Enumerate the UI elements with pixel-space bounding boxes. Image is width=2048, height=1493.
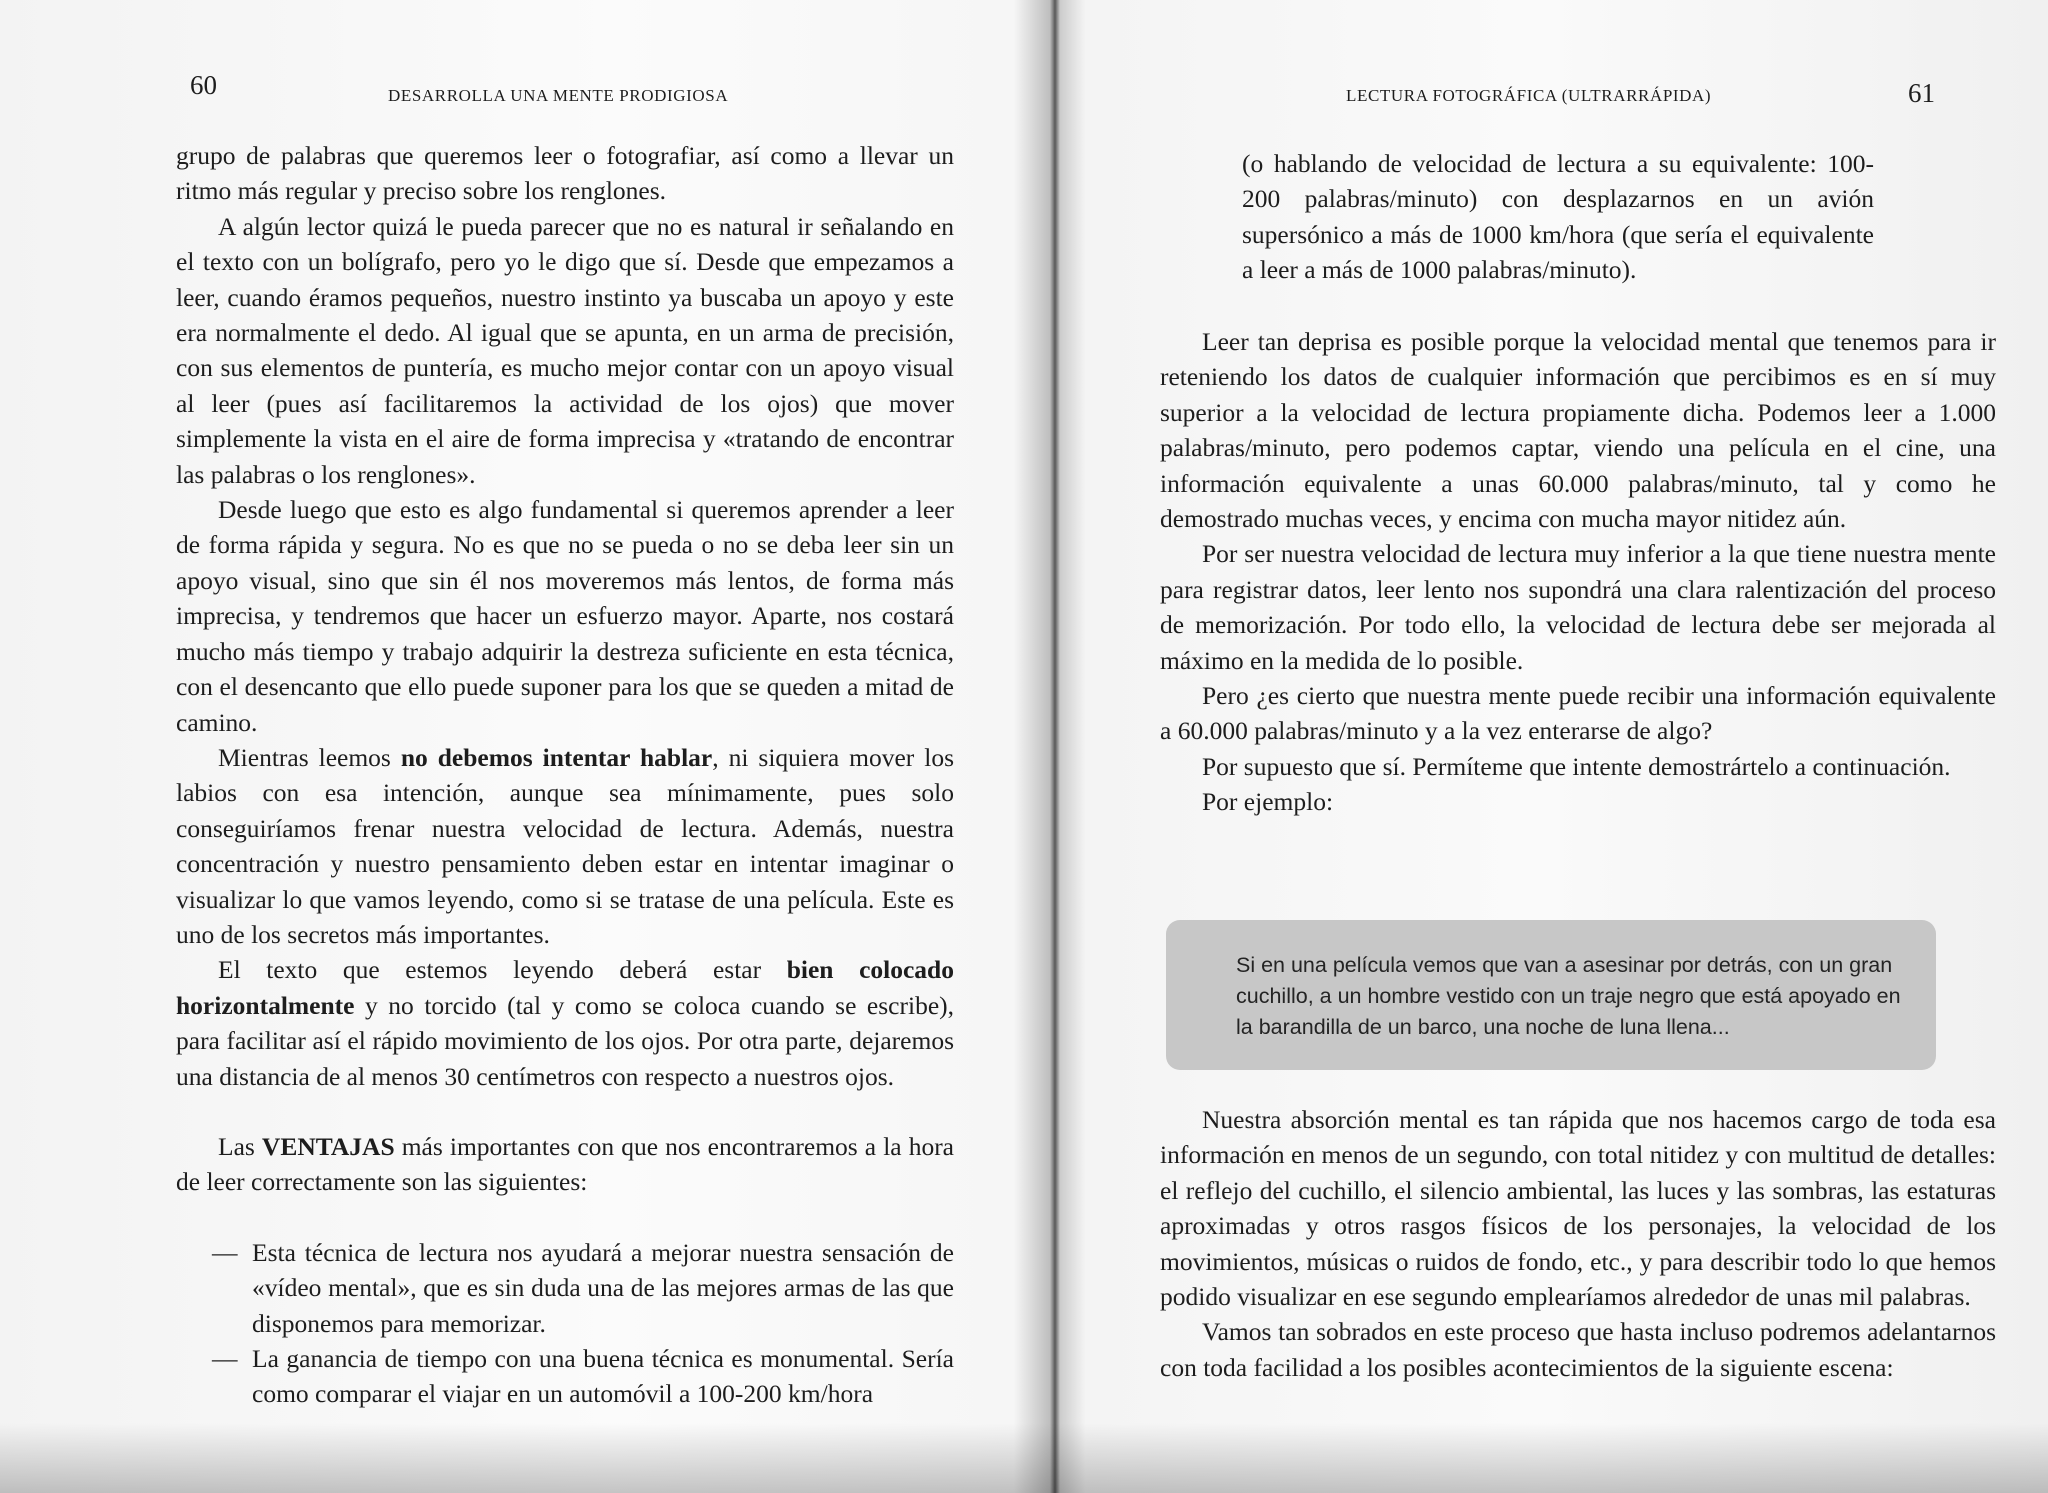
paragraph (176, 740, 954, 952)
quote-continuation: (o hablando de velocidad de lectura a su equivalente: 100-200 palabras/minuto) con desplazarnos en un avión supersónico a más de 1000 km/hora (que sería el equivalente a leer a más de 1000 palabras/minuto). (1242, 149, 1874, 285)
text-run: , ni siquiera mover los labios con esa intención, aunque sea mínimamente, pues solo conseguiríamos frenar nuestra velocidad de lectura. Además, nuestra concentración y nuestro pensamiento deben estar en intentar imaginar o visualizar lo que vamos leyendo, como si se tratase de una película. Este es uno de los secretos más importantes. (176, 742, 954, 949)
list-item (176, 1341, 954, 1412)
page-bottom-shadow (0, 1423, 2048, 1493)
right-body-text (1160, 324, 1996, 820)
bold-emphasis: no debemos intentar hablar (400, 742, 713, 772)
page-number: 60 (190, 70, 217, 100)
paragraph: Leer tan deprisa es posible porque la velocidad mental que tenemos para ir reteniendo los datos de cualquier información que percibimos es en sí muy superior a la velocidad de lectura propiamente dicha. Podemos leer a 1.000 palabras/minuto, pero podemos captar, viendo una película en el cine, una información equivalente a unas 60.000 palabras/minuto, tal y como he demostrado muchas veces, y encima con mucha mayor nitidez aún. (1160, 327, 1996, 534)
paragraph: Por ejemplo: (1202, 787, 1334, 817)
list-item-text: Esta técnica de lectura nos ayudará a mejorar nuestra sensación de «vídeo mental», que es sin duda una de las mejores armas de las que disponemos para memorizar. (252, 1237, 954, 1338)
dash-marker: — (212, 1344, 238, 1373)
book-gutter (1050, 0, 1060, 1493)
paragraph: Por ser nuestra velocidad de lectura muy inferior a la que tiene nuestra mente para registrar datos, leer lento nos supondrá una clara ralentización del proceso de memorización. Por todo ello, la velocidad de lectura debe ser mejorada al máximo en la medida de lo posible. (1160, 539, 1996, 675)
right-body-text-continued (1160, 1102, 1996, 1385)
text-run: Mientras leemos (218, 742, 401, 772)
paragraph: Por supuesto que sí. Permíteme que intente demostrártelo a continuación. (1202, 751, 1951, 781)
paragraph (176, 952, 954, 1094)
running-head: DESARROLLA UNA MENTE PRODIGIOSA (388, 86, 729, 105)
text-run: Las (218, 1131, 262, 1161)
bold-emphasis: VENTAJAS (261, 1131, 395, 1161)
spacer (176, 1200, 954, 1235)
paragraph: Desde luego que esto es algo fundamental si queremos aprender a leer de forma rápida y segura. No es que no se pueda o no se deba leer sin un apoyo visual, sino que sin él nos moveremos más lentos, de forma más imprecisa, y tendremos que hacer un esfuerzo mayor. Aparte, nos costará mucho más tiempo y trabajo adquirir la destreza suficiente en esta técnica, con el desencanto que ello puede suponer para los que se queden a mitad de camino. (176, 495, 954, 737)
left-body-text (176, 138, 954, 1412)
running-head: LECTURA FOTOGRÁFICA (ULTRARRÁPIDA) (1346, 86, 1712, 105)
advantages-list (176, 1235, 954, 1412)
paragraph: Nuestra absorción mental es tan rápida que nos hacemos cargo de toda esa información en menos de un segundo, con total nitidez y con multitud de detalles: el reflejo del cuchillo, el silencio ambiental, las luces y las sombras, las estaturas aproximadas y otros rasgos físicos de los personajes, la velocidad de los movimientos, músicas o ruidos de fondo, etc., y para describir todo lo que hemos podido visualizar en ese segundo emplearíamos alrededor de unas mil palabras. (1160, 1105, 1996, 1312)
paragraph: grupo de palabras que queremos leer o fotografiar, así como a llevar un ritmo más regular y preciso sobre los renglones. (176, 141, 954, 206)
paragraph (176, 1129, 954, 1200)
paragraph: Pero ¿es cierto que nuestra mente puede recibir una información equivalente a 60.000 palabras/minuto y a la vez enterarse de algo? (1160, 681, 1996, 746)
text-run: más importantes con que nos encontraremos a la hora de leer correctamente son las siguientes: (176, 1131, 954, 1197)
text-run: y no torcido (tal y como se coloca cuando se escribe), para facilitar así el rápido movimiento de los ojos. Por otra parte, dejaremos una distancia de al menos 30 centímetros con respecto a nuestros ojos. (176, 990, 954, 1091)
spacer (176, 1094, 954, 1129)
right-page (1060, 0, 2048, 1493)
example-callout-box (1166, 920, 1936, 1070)
paragraph: Vamos tan sobrados en este proceso que hasta incluso podremos adelantarnos con toda facilidad a los posibles acontecimientos de la siguiente escena: (1160, 1317, 1996, 1382)
bold-emphasis: bien colocado horizontalmente (176, 955, 954, 1020)
text-run: El texto que estemos leyendo deberá estar (218, 955, 787, 985)
page-number: 61 (1908, 78, 1935, 108)
callout-text: Si en una película vemos que van a asesinar por detrás, con un gran cuchillo, a un hombre vestido con un traje negro que está apoyado en la barandilla de un barco, una noche de luna llena... (1236, 953, 1901, 1039)
paragraph: A algún lector quizá le pueda parecer que no es natural ir señalando en el texto con un bolígrafo, pero yo le digo que sí. Desde que empezamos a leer, cuando éramos pequeños, nuestro instinto ya buscaba un apoyo y este era normalmente el dedo. Al igual que se apunta, en un arma de precisión, con sus elementos de puntería, es mucho mejor contar con un apoyo visual al leer (pues así facilitaremos la actividad de los ojos) que mover simplemente la vista en el aire de forma imprecisa y «tratando de encontrar las palabras o los renglones». (176, 211, 954, 489)
dash-marker: — (212, 1237, 238, 1267)
list-item (176, 1235, 954, 1341)
list-item-text: La ganancia de tiempo con una buena técnica es monumental. Sería como comparar el viajar en un automóvil a 100-200 km/hora (252, 1344, 954, 1409)
